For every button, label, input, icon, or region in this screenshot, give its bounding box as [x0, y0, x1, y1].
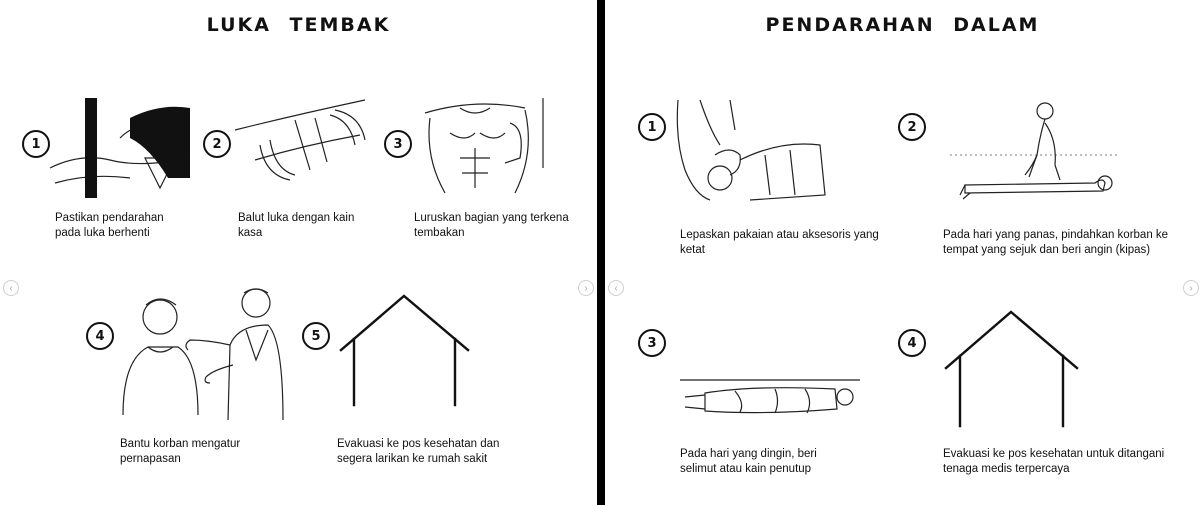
step-number: 1 [638, 113, 666, 141]
step-text: Pada hari yang dingin, beri selimut atau kain penutup [680, 448, 817, 475]
house-icon [338, 292, 473, 407]
next-button[interactable]: › [1183, 280, 1199, 296]
bandaging-illustration [235, 100, 375, 190]
step-text: Balut luka dengan kain kasa [238, 212, 355, 239]
step-number: 3 [384, 130, 412, 158]
step-number: 2 [898, 113, 926, 141]
move-to-shade-illustration [945, 95, 1125, 205]
blanket-illustration [675, 375, 865, 420]
panel-pendarahan-dalam [605, 0, 1200, 505]
house-icon [943, 308, 1083, 428]
step-number: 2 [203, 130, 231, 158]
next-button[interactable]: › [578, 280, 594, 296]
step-text: Evakuasi ke pos kesehatan dan segera larikan ke rumah sakit [337, 438, 500, 465]
panel-title: PENDARAHAN DALAM [765, 14, 1040, 36]
step-text: Evakuasi ke pos kesehatan untuk ditangani tenaga medis terpercaya [943, 448, 1165, 475]
loosen-clothing-illustration [670, 100, 830, 205]
step-number: 4 [898, 329, 926, 357]
step-text: Luruskan bagian yang terkena tembakan [414, 212, 569, 239]
step-text: Bantu korban mengatur pernapasan [120, 438, 241, 465]
breathing-assist-illustration [118, 285, 293, 420]
step-number: 5 [302, 322, 330, 350]
panel-luka-tembak [0, 0, 597, 505]
step-text: Lepaskan pakaian atau aksesoris yang ketat [680, 229, 879, 256]
step-text: Pastikan pendarahan pada luka berhenti [55, 212, 164, 239]
torso-illustration [415, 98, 560, 198]
step-text: Pada hari yang panas, pindahkan korban ke tempat yang sejuk dan beri angin (kipas) [943, 229, 1169, 256]
step-number: 1 [22, 130, 50, 158]
prev-button[interactable]: ‹ [3, 280, 19, 296]
pressing-wound-illustration [50, 98, 195, 198]
prev-button[interactable]: ‹ [608, 280, 624, 296]
step-number: 3 [638, 329, 666, 357]
panel-title: LUKA TEMBAK [206, 14, 391, 36]
step-number: 4 [86, 322, 114, 350]
